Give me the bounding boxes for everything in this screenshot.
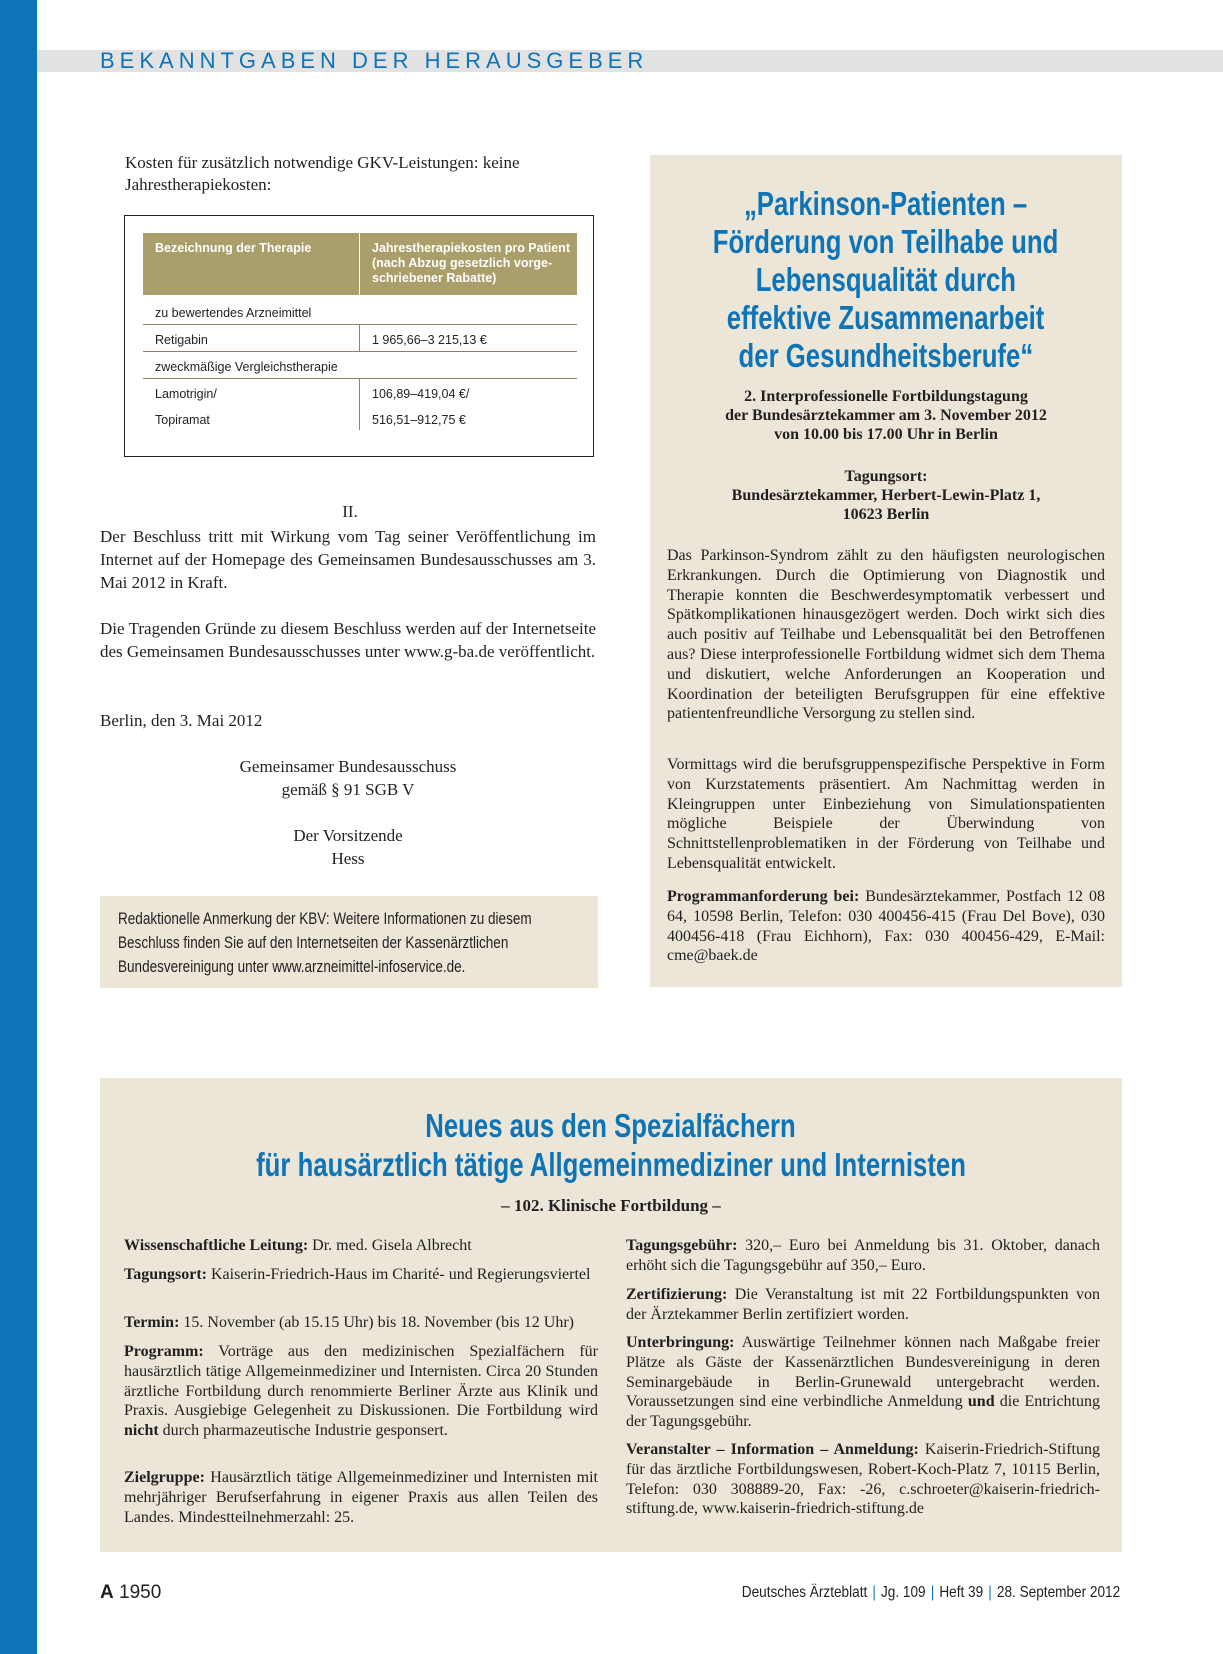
col-header-cost: Jahrestherapiekosten pro Patient (nach Abzug gesetzlich vorge-schriebener Rabatte) bbox=[372, 241, 570, 285]
table-col-rule bbox=[359, 378, 360, 430]
therapy-cost: 516,51–912,75 € bbox=[372, 413, 466, 427]
certification bbox=[626, 1285, 1100, 1325]
header-divider bbox=[359, 233, 360, 295]
group-label: zweckmäßige Vergleichstherapie bbox=[155, 360, 338, 374]
accommodation bbox=[626, 1333, 1100, 1432]
intro-line-2: Jahrestherapiekosten: bbox=[125, 175, 272, 194]
chair-title: Der Vorsitzende bbox=[293, 826, 403, 845]
event-line: 2. Interprofessionelle Fortbildungstagung bbox=[744, 388, 1028, 405]
emphasis: nicht bbox=[124, 1422, 159, 1440]
therapy-name: Lamotrigin/ bbox=[155, 387, 217, 401]
table-rule bbox=[143, 351, 577, 352]
intro-line-1: Kosten für zusätzlich notwendige GKV-Leistungen: keine bbox=[125, 153, 520, 172]
page-prefix: A bbox=[100, 1582, 114, 1603]
parkinson-event-box bbox=[650, 155, 1122, 987]
therapy-name: Topiramat bbox=[155, 413, 210, 427]
venue-label: Tagungsort: bbox=[844, 468, 928, 485]
page-num: 1950 bbox=[119, 1582, 162, 1603]
title-line: „Parkinson-Patienten – bbox=[744, 185, 1028, 222]
target-group bbox=[124, 1468, 598, 1527]
venue-line: Bundesärztekammer, Herbert-Lewin-Platz 1, bbox=[731, 487, 1041, 504]
label: Tagungsort: bbox=[124, 1266, 207, 1283]
value: Hausärztlich tätige Allgemeinmediziner und Internisten mit mehrjähriger Berufserfahrung in eigener Praxis aus allen Teilen des Landes. Mindestteilnehmerzahl: 25. bbox=[124, 1469, 598, 1526]
therapy-name: Retigabin bbox=[155, 333, 208, 347]
title-line: Neues aus den Spezialfächern bbox=[425, 1107, 797, 1144]
separator: | bbox=[872, 1584, 876, 1601]
volume: Jg. 109 bbox=[880, 1584, 926, 1601]
emphasis: und bbox=[967, 1393, 995, 1411]
place-date: Berlin, den 3. Mai 2012 bbox=[100, 711, 263, 730]
cost-intro bbox=[125, 152, 605, 196]
event-line: von 10.00 bis 17.00 Uhr in Berlin bbox=[774, 426, 998, 443]
label: Veranstalter – Information – Anmeldung: bbox=[626, 1441, 919, 1458]
chair-name: Hess bbox=[331, 849, 365, 868]
training-title bbox=[100, 1106, 1122, 1184]
journal-info bbox=[742, 1584, 1120, 1602]
value: 320,– Euro bei Anmeldung bis 31. Oktober, danach erhöht sich die Tagungsgebühr auf 350,– Euro. bbox=[626, 1237, 1100, 1274]
organizer-contact bbox=[626, 1440, 1100, 1519]
side-color-bar bbox=[0, 0, 37, 1654]
decision-paragraph: Der Beschluss tritt mit Wirkung vom Tag seiner Veröffentlichung im Internet auf der Homepage des Gemeinsamen Bundesausschusses am 3. Mai 2012 in Kraft. bbox=[100, 527, 596, 592]
table-col-rule bbox=[359, 324, 360, 351]
event-title bbox=[650, 185, 1122, 375]
col-header-therapy: Bezeichnung der Therapie bbox=[155, 241, 312, 255]
kbv-note: Redaktionelle Anmerkung der KBV: Weitere Informationen zu diesem Beschluss finden Sie auf den Internetseiten der Kassenärztlichen Bundesvereinigung unter www.arzneimittel-infoservice.de. bbox=[118, 910, 532, 976]
label: Zielgruppe: bbox=[124, 1469, 205, 1486]
event-description: Das Parkinson-Syndrom zählt zu den häufigsten neurologischen Erkrankungen. Durch die Optimierung von Diagnostik und Therapie konnten die Beschwerdesymptomatik verbessert und Spätkomplikationen hinausgezögert werden. Doch wirkt sich dies auch positiv auf Teilhabe und Lebensqualität bei den Betroffenen aus? Diese interprofessionelle Fortbildung widmet sich dem Thema und diskutiert, welche Anforderungen an Kooperation und Koordination der beteiligten Berufsgruppen für eine effektive patientenfreundliche Versorgung zu stellen sind. bbox=[667, 547, 1105, 723]
section-number: II. bbox=[342, 502, 358, 521]
value: durch pharmazeutische Industrie gesponsert. bbox=[158, 1422, 448, 1440]
issue: Heft 39 bbox=[939, 1584, 984, 1601]
program-label: Programmanforderung bei: bbox=[667, 888, 860, 905]
journal-name: Deutsches Ärzteblatt bbox=[741, 1584, 868, 1601]
fee bbox=[626, 1236, 1100, 1276]
therapy-cost: 106,89–419,04 €/ bbox=[372, 387, 470, 401]
section-header: BEKANNTGABEN DER HERAUSGEBER bbox=[100, 48, 649, 73]
clinical-training-box bbox=[100, 1078, 1122, 1552]
venue bbox=[124, 1265, 598, 1285]
issue-date: 28. September 2012 bbox=[996, 1584, 1120, 1601]
org-legal-basis: gemäß § 91 SGB V bbox=[281, 780, 415, 799]
table-rule bbox=[143, 324, 577, 325]
value: Die Veranstaltung ist mit 22 Fortbildungspunkten von der Ärztekammer Berlin zertifiziert worden. bbox=[626, 1286, 1100, 1323]
org-name: Gemeinsamer Bundesausschuss bbox=[239, 757, 457, 776]
scientific-lead bbox=[124, 1236, 598, 1256]
value: Kaiserin-Friedrich-Stiftung für das ärztliche Fortbildungswesen, Robert-Koch-Platz 7, 10115 Berlin, Telefon: 030 308889-20, Fax: -26, c.schroeter@kaiserin-friedrich-stiftung.de, www.kaiserin-friedrich-stiftung.de bbox=[626, 1441, 1100, 1518]
reasons-paragraph: Die Tragenden Gründe zu diesem Beschluss werden auf der Internetseite des Gemeinsamen Bundesausschusses unter www.g-ba.de veröffentlicht. bbox=[100, 619, 596, 661]
label: Unterbringung: bbox=[626, 1334, 735, 1351]
group-label: zu bewertendes Arzneimittel bbox=[155, 306, 312, 320]
label: Termin: bbox=[124, 1314, 180, 1331]
page-number bbox=[100, 1582, 161, 1604]
value: Kaiserin-Friedrich-Haus im Charité- und Regierungsviertel bbox=[206, 1266, 591, 1283]
value: Vorträge aus den medizinischen Spezialfächern für hausärztlich tätige Allgemeinmediziner und Internisten. Circa 20 Stunden ärztliche Fortbildung durch renommierte Berliner Ärzte aus Klinik und Praxis. Ausgiebige Gelegenheit zu Diskussionen. Die Fortbildung wird bbox=[124, 1343, 598, 1420]
title-line: Lebensqualität durch bbox=[755, 261, 1017, 298]
table-header bbox=[143, 233, 577, 295]
label: Programm: bbox=[124, 1343, 204, 1360]
therapy-cost-table bbox=[124, 215, 594, 457]
title-line: der Gesundheitsberufe“ bbox=[738, 337, 1034, 374]
therapy-cost: 1 965,66–3 215,13 € bbox=[372, 333, 487, 347]
table-rule bbox=[143, 378, 577, 379]
value: 15. November (ab 15.15 Uhr) bis 18. November (bis 12 Uhr) bbox=[179, 1314, 574, 1331]
event-line: der Bundesärztekammer am 3. November 2012 bbox=[725, 407, 1047, 424]
separator: | bbox=[988, 1584, 992, 1601]
label: Wissenschaftliche Leitung: bbox=[124, 1237, 309, 1254]
title-line: effektive Zusammenarbeit bbox=[727, 299, 1045, 336]
venue-line: 10623 Berlin bbox=[842, 506, 930, 523]
title-line: Förderung von Teilhabe und bbox=[713, 223, 1059, 260]
event-schedule: Vormittags wird die berufsgruppenspezifische Perspektive in Form von Kurzstatements präsentiert. Am Nachmittag werden in Kleingruppen unter Einbeziehung von Simulationspatienten mögliche Beispiele der Überwindung von Schnittstellenproblematiken in der Förderung von Teilhabe und Lebensqualität entwickelt. bbox=[667, 756, 1105, 872]
label: Zertifizierung: bbox=[626, 1286, 728, 1303]
separator: | bbox=[930, 1584, 935, 1601]
title-line: für hausärztlich tätige Allgemeinmediziner und Internisten bbox=[256, 1146, 966, 1183]
program-text: Bundesärztekammer, Postfach 12 08 64, 10598 Berlin, Telefon: 030 400456-415 (Frau Del Bove), 030 400456-418 (Frau Eichhorn), Fax: 030 400456-429, E-Mail: cme@baek.de bbox=[667, 888, 1105, 965]
program bbox=[124, 1342, 598, 1441]
dates bbox=[124, 1313, 598, 1333]
value: Dr. med. Gisela Albrecht bbox=[308, 1237, 472, 1254]
label: Tagungsgebühr: bbox=[626, 1237, 738, 1254]
value: die Entrichtung der Tagungsgebühr. bbox=[626, 1393, 1101, 1431]
kbv-note-box bbox=[100, 896, 598, 988]
value: Auswärtige Teilnehmer können nach Maßgabe freier Plätze als Gäste der Kassenärztlichen Bundesvereinigung in deren Seminargebäude in Berlin-Grunewald untergebracht werden. Voraussetzungen sind eine verbindliche Anmeldung bbox=[626, 1334, 1100, 1411]
program-request bbox=[667, 887, 1105, 966]
training-subtitle: – 102. Klinische Fortbildung – bbox=[501, 1196, 721, 1215]
